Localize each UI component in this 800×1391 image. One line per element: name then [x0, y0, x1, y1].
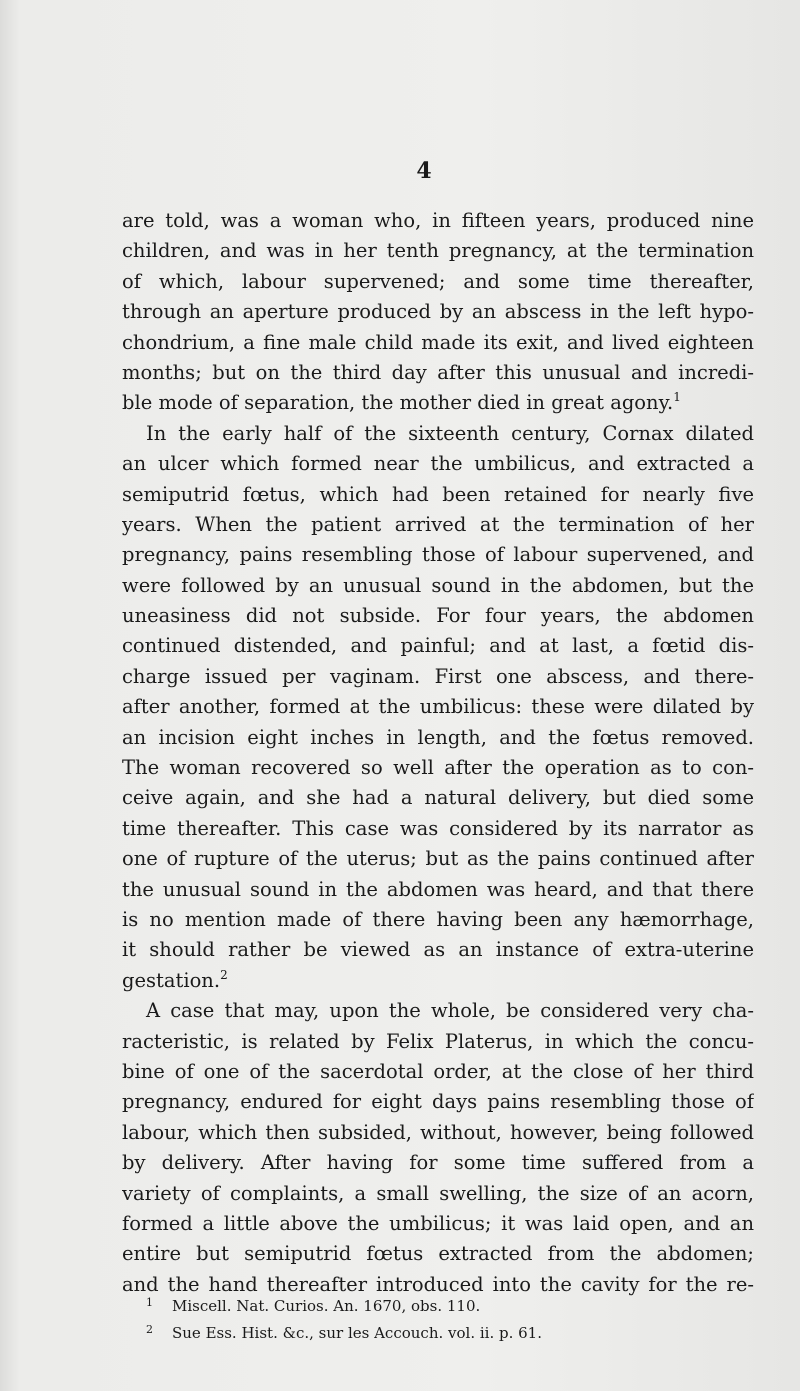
- text-line: the unusual sound in the abdomen was heard, and that there: [122, 877, 754, 901]
- text-line: In the early half of the sixteenth century, Cornax dilated: [146, 421, 754, 445]
- text-line: The woman recovered so well after the operation as to con-: [122, 756, 754, 780]
- text-line: [122, 966, 754, 996]
- text-line: continued distended, and painful; and at last, a fœtid dis-: [122, 634, 754, 658]
- text-line: pregnancy, endured for eight days pains resembling those of: [122, 1090, 754, 1114]
- footnote-text: Sue Ess. Hist. &c., sur les Accouch. vol. ii. p. 61.: [172, 1324, 542, 1342]
- text-line: an incision eight inches in length, and the fœtus removed.: [122, 725, 754, 749]
- footnote-ref: 2: [220, 967, 228, 982]
- text-line: after another, formed at the umbilicus: these were dilated by: [122, 695, 754, 719]
- text-line: children, and was in her tenth pregnancy, at the termination: [122, 239, 754, 263]
- paragraph-3: [122, 996, 754, 1300]
- text-line: bine of one of the sacerdotal order, at the close of her third: [122, 1059, 754, 1083]
- text-line: is no mention made of there having been any hæmorrhage,: [122, 907, 754, 931]
- footnote-text: Miscell. Nat. Curios. An. 1670, obs. 110.: [172, 1297, 481, 1315]
- text-line: chondrium, a fine male child made its exit, and lived eighteen: [122, 330, 754, 354]
- text-line: one of rupture of the uterus; but as the pains continued after: [122, 847, 754, 871]
- footnote: [146, 1318, 746, 1345]
- footnote-mark: 1: [146, 1296, 153, 1309]
- text-line: uneasiness did not subside. For four years, the abdomen: [122, 604, 754, 628]
- body-text: [122, 206, 754, 1300]
- text-line: [122, 388, 754, 418]
- text-line: years. When the patient arrived at the termination of her: [122, 512, 754, 536]
- text-line: and the hand thereafter introduced into the cavity for the re-: [122, 1272, 754, 1296]
- paragraph-2: [122, 419, 754, 996]
- text-line: A case that may, upon the whole, be considered very cha-: [146, 999, 754, 1023]
- text-line: by delivery. After having for some time suffered from a: [122, 1151, 754, 1175]
- text-line: are told, was a woman who, in fifteen years, produced nine: [122, 209, 754, 232]
- text-line: variety of complaints, a small swelling, the size of an acorn,: [122, 1181, 754, 1205]
- text-line-content: ble mode of separation, the mother died in great agony.: [122, 391, 674, 415]
- text-line: semiputrid fœtus, which had been retained for nearly five: [122, 482, 754, 506]
- text-line: entire but semiputrid fœtus extracted from the abdomen;: [122, 1242, 754, 1266]
- text-line: charge issued per vaginam. First one abscess, and there-: [122, 664, 754, 688]
- text-line: formed a little above the umbilicus; it was laid open, and an: [122, 1211, 754, 1235]
- text-line: were followed by an unusual sound in the abdomen, but the: [122, 573, 754, 597]
- footnote-ref: 1: [673, 390, 681, 405]
- paragraph-1: [122, 206, 754, 419]
- page-number: 4: [416, 158, 432, 184]
- text-line: ceive again, and she had a natural delivery, but died some: [122, 786, 754, 810]
- text-line: time thereafter. This case was considered by its narrator as: [122, 816, 754, 840]
- text-line: racteristic, is related by Felix Platerus, in which the concu-: [122, 1029, 754, 1053]
- text-line: of which, labour supervened; and some time thereafter,: [122, 269, 754, 293]
- text-line: labour, which then subsided, without, however, being followed: [122, 1120, 754, 1144]
- text-line: it should rather be viewed as an instance of extra-uterine: [122, 938, 754, 962]
- footnote-mark: 2: [146, 1323, 153, 1336]
- text-line: an ulcer which formed near the umbilicus, and extracted a: [122, 452, 754, 476]
- footnotes: [146, 1291, 746, 1345]
- text-line-content: gestation.: [122, 968, 221, 992]
- text-line: pregnancy, pains resembling those of labour supervened, and: [122, 543, 754, 567]
- text-line: months; but on the third day after this unusual and incredi-: [122, 360, 754, 384]
- text-line: through an aperture produced by an abscess in the left hypo-: [122, 300, 754, 324]
- footnote: [146, 1291, 746, 1318]
